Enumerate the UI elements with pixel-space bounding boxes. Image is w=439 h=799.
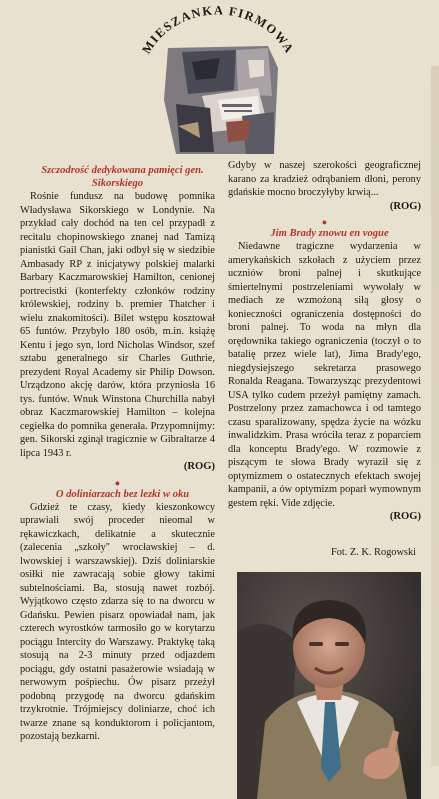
- article-paragraph: Niedawne tragiczne wydarzenia w amerykańskich szkołach z użyciem przez uczniów broni palnej i skutkujące śmiertelnymi postrzeleniami wywołały w mediach ze wzmożoną siłą głosy o konieczności ograniczenia dostępności do broni palnej. To woda na młyn dla orędownika takiego ograniczenia (toczył o to batalię przez wiele lat), Jima Brady'ego, niegdysiejszego sekretarza prasowego Ronalda Reagana. Towarzysząc prezydentowi USA tylko cudem przeżył pamiętny zamach. Postrzelony przez zamachowca i od tamtego czasu sparalizowany, spędza życie na wózku inwalidzkim. Prasa wróciła teraz z poparciem dla konceptu Brady'ego. W rozmowie z piszącym te słowa Brady wyraził się z optymizmem o ostatecznych efektach swojej kampanii, a ów optymizm poparł wymownym gestem ręki. Vide zdjęcie.: [228, 241, 421, 509]
- mieszanka-firmowa-emblem: [118, 4, 314, 156]
- article-paragraph: Rośnie fundusz na budowę pomnika Władysława Sikorskiego w Londynie. Na przykład cały dochód na ten cel przypadł z recitalu chopinowskiego znanej nad Tamizą pianistki Gail Chan, jaki odbył się w siedzibie Ambasady RP z inicjatywy polskiej malarki Barbary Kaczmarowskiej Hamilton, cenionej portrecistki (konterfekty członków rodziny królewskiej, rodziny b. premier Thatcher i wielu znakomitości). Bilet wstępu kosztował 65 funtów. Przybyło 180 osób, m.in. książę Kentu i jego syn, lord Nicholas Windsor, szef sztabu generalnego sir Charles Guthrie, prezydent Royal Academy sir Philip Dowson. Urządzono akcję darów, która przyniosła 16 tys. funtów. Wnuk Winstona Churchilla nabył obraz Kaczmarowskiej Hamilton – kolejna cegiełka do pomnika generała. Przypomnijmy: gen. Sikorski zginął tragicznie w Gibraltarze 4 lipca 1943 r.: [20, 191, 215, 459]
- article-paragraph-continued: Gdyby w naszej szerokości geograficznej karano za kradzież odrąbaniem dłoni, perony gdańskie mocno broczyłyby krwią...: [228, 160, 421, 198]
- cubist-artwork: [164, 46, 278, 154]
- article-headline: O doliniarzach bez lezki w oku: [55, 488, 190, 500]
- page-edge-shadow: [431, 66, 439, 766]
- section-header: [118, 4, 314, 156]
- article-doliniarze: [20, 488, 215, 744]
- divider-bullet: ●: [114, 477, 121, 488]
- photo-credit: Fot. Z. K. Rogowski: [330, 547, 416, 558]
- article-signature: (ROG): [183, 461, 215, 472]
- article-paragraph: Gdzież te czasy, kiedy kieszonkowcy uprawiali swój proceder nieomal w rękawiczkach, delikatnie a skutecznie (zalecenia „szkoły" wrocławskiej – d. lwowskiej i warszawskiej). Dziś doliniarskie osiłki nie zawracają sobie głowy takimi subtelnościami. Ba, stosują nawet rozbój. Wyjątkowo często zdarza się to na dworcu w Gdańsku. Pewien pisarz opowiadał nam, jak czterech wyrostków tarmosiło go w korytarzu pociągu Intercity do Warszawy. Praktykę taką stosują na 2-3 minuty przed odjazdem pociągu, gdy ostatni pasażerowie wsiadają w nerwowym pośpiechu. Ów pisarz przeżył podobną przygodę na dworcu gdańskim trzykrotnie. Trójmiejscy doliniarze, choć ich twarze znane są konduktorom i policjantom, pozostają bezkarni.: [20, 501, 215, 742]
- divider-bullet: ●: [321, 217, 328, 227]
- jim-brady-photo: [237, 572, 421, 799]
- photo-image: [237, 572, 421, 799]
- article-signature: (ROG): [389, 200, 421, 212]
- article-headline: Szczodrość dedykowana pamięci gen. Sikorskiego: [41, 165, 204, 189]
- article-signature: (ROG): [389, 511, 421, 522]
- header-title: MIESZANKA FIRMOWA: [139, 4, 297, 57]
- article-headline: Jim Brady znowu en vogue: [270, 228, 389, 239]
- right-column: [228, 159, 421, 524]
- left-column: [20, 163, 215, 744]
- article-brady: [228, 227, 421, 524]
- article-sikorski: [20, 164, 215, 474]
